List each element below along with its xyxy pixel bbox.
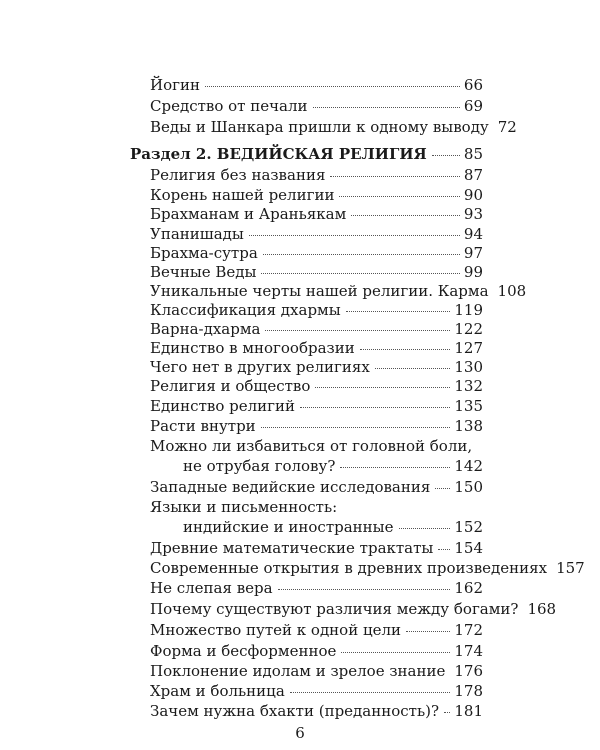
toc-entry-page: 130 bbox=[454, 358, 483, 376]
toc-entry-title: Почему существуют различия между богами? bbox=[150, 600, 519, 618]
section-title: Раздел 2. ВЕДИЙСКАЯ РЕЛИГИЯ bbox=[130, 145, 427, 163]
dot-leader bbox=[300, 407, 450, 408]
toc-entry bbox=[150, 477, 483, 497]
toc-entry-title: Не слепая вера bbox=[150, 579, 273, 597]
dot-leader bbox=[313, 107, 460, 108]
dot-leader bbox=[399, 528, 451, 529]
dot-leader bbox=[315, 387, 450, 388]
dot-leader bbox=[339, 196, 459, 197]
toc-entry bbox=[150, 681, 483, 701]
toc-entry-page: 181 bbox=[454, 702, 483, 720]
toc-entry-page: 69 bbox=[463, 97, 483, 115]
toc-entry bbox=[183, 456, 483, 476]
toc-entry-title: Йогин bbox=[150, 76, 200, 94]
dot-leader bbox=[432, 155, 460, 156]
toc-entry bbox=[150, 224, 483, 244]
toc-entry bbox=[150, 599, 557, 619]
toc-entry bbox=[150, 641, 483, 661]
toc-entry-page: 99 bbox=[463, 263, 483, 281]
toc-entry bbox=[150, 204, 483, 224]
toc-entry bbox=[150, 376, 483, 396]
toc-entry-page: 142 bbox=[454, 457, 483, 475]
toc-entry bbox=[150, 357, 483, 377]
toc-entry-continuation: не отрубая голову? bbox=[183, 457, 336, 475]
toc-entry-page: 135 bbox=[454, 397, 483, 415]
toc-entry-title: Варна-дхарма bbox=[150, 320, 261, 338]
toc-entry-page: 72 bbox=[497, 118, 517, 136]
toc-entry-continuation: индийские и иностранные bbox=[183, 518, 394, 536]
section-heading bbox=[130, 144, 483, 164]
toc-entry-page: 178 bbox=[454, 682, 483, 700]
toc-entry-title: Брахманам и Араньякам bbox=[150, 205, 347, 223]
toc-entry-page: 66 bbox=[463, 76, 483, 94]
toc-entry-page: 87 bbox=[463, 166, 483, 184]
toc-entry-title: Храм и больница bbox=[150, 682, 285, 700]
toc-entry-page: 174 bbox=[454, 642, 483, 660]
toc-entry bbox=[150, 578, 483, 598]
toc-entry-page: 154 bbox=[454, 539, 483, 557]
toc-entry-page: 168 bbox=[527, 600, 557, 618]
dot-leader bbox=[261, 273, 459, 274]
toc-entry-page: 97 bbox=[463, 244, 483, 262]
toc-entry bbox=[150, 262, 483, 282]
toc-entry bbox=[150, 661, 483, 681]
toc-entry-title: Множество путей к одной цели bbox=[150, 621, 402, 639]
dot-leader bbox=[261, 427, 451, 428]
toc-entry-title: Единство религий bbox=[150, 397, 295, 415]
toc-entry-title: Чего нет в других религиях bbox=[150, 358, 370, 376]
toc-entry bbox=[150, 185, 483, 205]
toc-entry-page: 176 bbox=[454, 662, 483, 680]
toc-entry bbox=[150, 416, 483, 436]
dot-leader bbox=[340, 467, 450, 468]
dot-leader bbox=[341, 652, 450, 653]
page-number: 6 bbox=[295, 724, 305, 742]
dot-leader bbox=[406, 631, 450, 632]
dot-leader bbox=[290, 692, 451, 693]
dot-leader bbox=[360, 349, 451, 350]
toc-entry-page: 138 bbox=[454, 417, 483, 435]
dot-leader bbox=[205, 86, 460, 87]
toc-entry bbox=[150, 319, 483, 339]
dot-leader bbox=[351, 215, 460, 216]
toc-entry-page: 94 bbox=[463, 225, 483, 243]
toc-entry-title: Брахма-сутра bbox=[150, 244, 258, 262]
toc-entry-title: Классификация дхармы bbox=[150, 301, 341, 319]
dot-leader bbox=[263, 254, 460, 255]
toc-entry-title: Языки и письменность: bbox=[150, 498, 338, 516]
dot-leader bbox=[330, 176, 459, 177]
toc-entry-title: Религия и общество bbox=[150, 377, 311, 395]
toc-entry bbox=[150, 243, 483, 263]
toc-entry bbox=[150, 117, 517, 137]
toc-entry-title: Поклонение идолам и зрелое знание bbox=[150, 662, 446, 680]
toc-entry bbox=[150, 620, 483, 640]
dot-leader bbox=[438, 549, 450, 550]
toc-entry-page: 108 bbox=[497, 282, 527, 300]
toc-entry-title: Корень нашей религии bbox=[150, 186, 335, 204]
toc-entry bbox=[150, 165, 483, 185]
toc-entry-page: 132 bbox=[454, 377, 483, 395]
toc-entry-title: Уникальные черты нашей религии. Карма bbox=[150, 282, 489, 300]
dot-leader bbox=[444, 712, 450, 713]
toc-entry-title: Веды и Шанкара пришли к одному выводу bbox=[150, 118, 489, 136]
toc-entry-page: 157 bbox=[556, 559, 585, 577]
dot-leader bbox=[265, 330, 450, 331]
dot-leader bbox=[249, 235, 460, 236]
toc-entry bbox=[183, 517, 483, 537]
dot-leader bbox=[278, 589, 451, 590]
toc-entry-page: 119 bbox=[454, 301, 483, 319]
section-page: 85 bbox=[463, 145, 483, 163]
toc-entry bbox=[150, 558, 585, 578]
toc-entry-title: Зачем нужна бхакти (преданность)? bbox=[150, 702, 440, 720]
toc-entry-page: 150 bbox=[454, 478, 483, 496]
toc-entry bbox=[150, 281, 527, 301]
toc-entry-title: Вечные Веды bbox=[150, 263, 257, 281]
toc-entry-title: Древние математические трактаты bbox=[150, 539, 434, 557]
toc-entry bbox=[150, 300, 483, 320]
toc-entry-page: 162 bbox=[454, 579, 483, 597]
toc-entry bbox=[150, 396, 483, 416]
toc-entry bbox=[150, 701, 483, 721]
toc-entry-title: Можно ли избавиться от головной боли, bbox=[150, 437, 473, 455]
toc-entry-title: Форма и бесформенное bbox=[150, 642, 337, 660]
toc-entry bbox=[150, 96, 483, 116]
toc-entry-page: 172 bbox=[454, 621, 483, 639]
toc-entry bbox=[150, 538, 483, 558]
toc-entry-page: 93 bbox=[463, 205, 483, 223]
dot-leader bbox=[346, 311, 451, 312]
dot-leader bbox=[375, 368, 451, 369]
toc-entry-title: Западные ведийские исследования bbox=[150, 478, 431, 496]
toc-entry-page: 122 bbox=[454, 320, 483, 338]
toc-entry bbox=[150, 338, 483, 358]
toc-entry-page: 152 bbox=[454, 518, 483, 536]
toc-entry-title: Расти внутри bbox=[150, 417, 256, 435]
dot-leader bbox=[435, 488, 450, 489]
toc-entry bbox=[150, 75, 483, 95]
toc-entry-title: Современные открытия в древних произведениях bbox=[150, 559, 548, 577]
toc-entry-title: Средство от печали bbox=[150, 97, 308, 115]
toc-entry-page: 90 bbox=[463, 186, 483, 204]
toc-entry-title: Единство в многообразии bbox=[150, 339, 355, 357]
toc-entry-title: Упанишады bbox=[150, 225, 244, 243]
toc-entry-title: Религия без названия bbox=[150, 166, 326, 184]
toc-entry-page: 127 bbox=[454, 339, 483, 357]
